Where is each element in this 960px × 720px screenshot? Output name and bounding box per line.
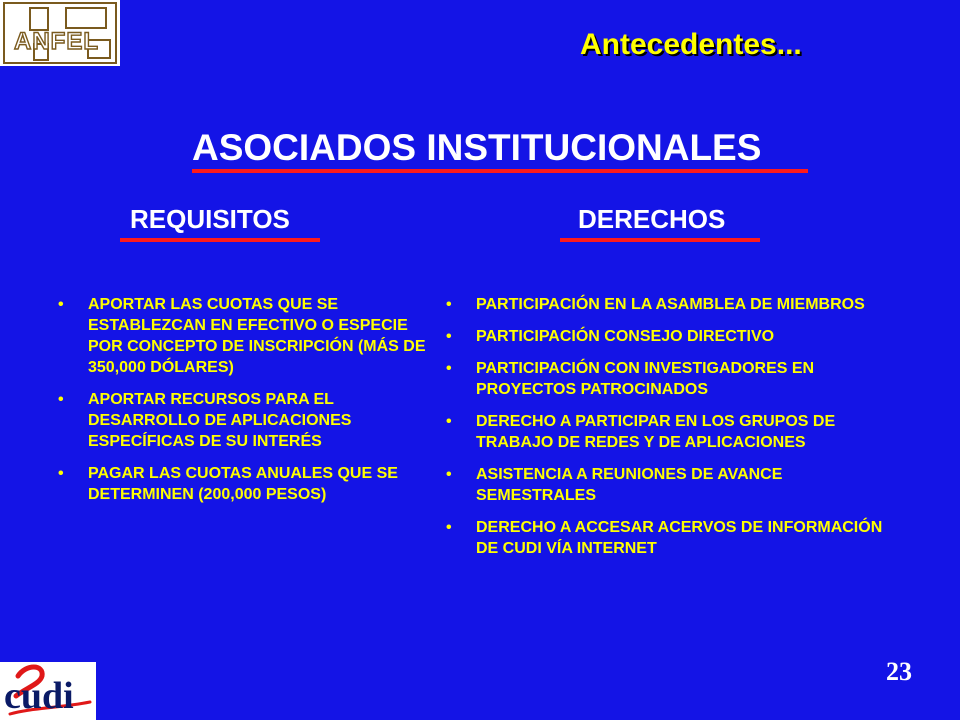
list-item-text: APORTAR RECURSOS PARA EL DESARROLLO DE APLICACIONES ESPECÍFICAS DE SU INTERÉS — [88, 391, 352, 450]
bullet-dot-icon: • — [58, 296, 64, 313]
list-item — [446, 294, 906, 315]
bullet-dot-icon: • — [58, 391, 64, 408]
list-item-text: APORTAR LAS CUOTAS QUE SE ESTABLEZCAN EN EFECTIVO O ESPECIE POR CONCEPTO DE INSCRIPCIÓN (MÁS DE 350,000 DÓLARES) — [88, 296, 426, 376]
list-item-text: ASISTENCIA A REUNIONES DE AVANCE SEMESTRALES — [476, 466, 783, 504]
list-item — [446, 411, 906, 453]
bullet-dot-icon: • — [58, 465, 64, 482]
page-number: 23 — [886, 657, 912, 686]
list-item-text: DERECHO A ACCESAR ACERVOS DE INFORMACIÓN DE CUDI VÍA INTERNET — [476, 519, 883, 557]
list-item-text: PARTICIPACIÓN CON INVESTIGADORES EN PROYECTOS PATROCINADOS — [476, 360, 815, 398]
bullet-dot-icon: • — [446, 328, 452, 345]
list-item-text: PARTICIPACIÓN CONSEJO DIRECTIVO — [476, 328, 775, 345]
header-title: Antecedentes... — [580, 28, 802, 61]
bullet-dot-icon: • — [446, 296, 452, 313]
list-item — [58, 463, 438, 505]
list-item — [446, 358, 906, 400]
cudi-logo-text: cudi — [4, 675, 74, 717]
requisitos-heading: REQUISITOS — [130, 204, 290, 234]
anfel-logo — [0, 0, 120, 66]
list-item-text: PARTICIPACIÓN EN LA ASAMBLEA DE MIEMBROS — [476, 296, 865, 313]
title-underline — [192, 169, 808, 173]
bullet-dot-icon: • — [446, 519, 452, 536]
requisitos-list — [58, 294, 438, 516]
list-item-text: PAGAR LAS CUOTAS ANUALES QUE SE DETERMINEN (200,000 PESOS) — [88, 465, 398, 503]
list-item — [446, 464, 906, 506]
list-item — [446, 326, 906, 347]
derechos-list — [446, 294, 906, 570]
anfel-logo-text: ANFEL — [14, 28, 99, 55]
bullet-dot-icon: • — [446, 413, 452, 430]
derechos-underline — [560, 238, 760, 242]
list-item — [446, 517, 906, 559]
requisitos-underline — [120, 238, 320, 242]
derechos-heading: DERECHOS — [578, 204, 726, 234]
bullet-dot-icon: • — [446, 466, 452, 483]
bullet-dot-icon: • — [446, 360, 452, 377]
list-item-text: DERECHO A PARTICIPAR EN LOS GRUPOS DE TRABAJO DE REDES Y DE APLICACIONES — [476, 413, 836, 451]
list-item — [58, 294, 438, 378]
list-item — [58, 389, 438, 452]
page-title: ASOCIADOS INSTITUCIONALES — [192, 127, 762, 168]
cudi-logo — [0, 662, 96, 720]
